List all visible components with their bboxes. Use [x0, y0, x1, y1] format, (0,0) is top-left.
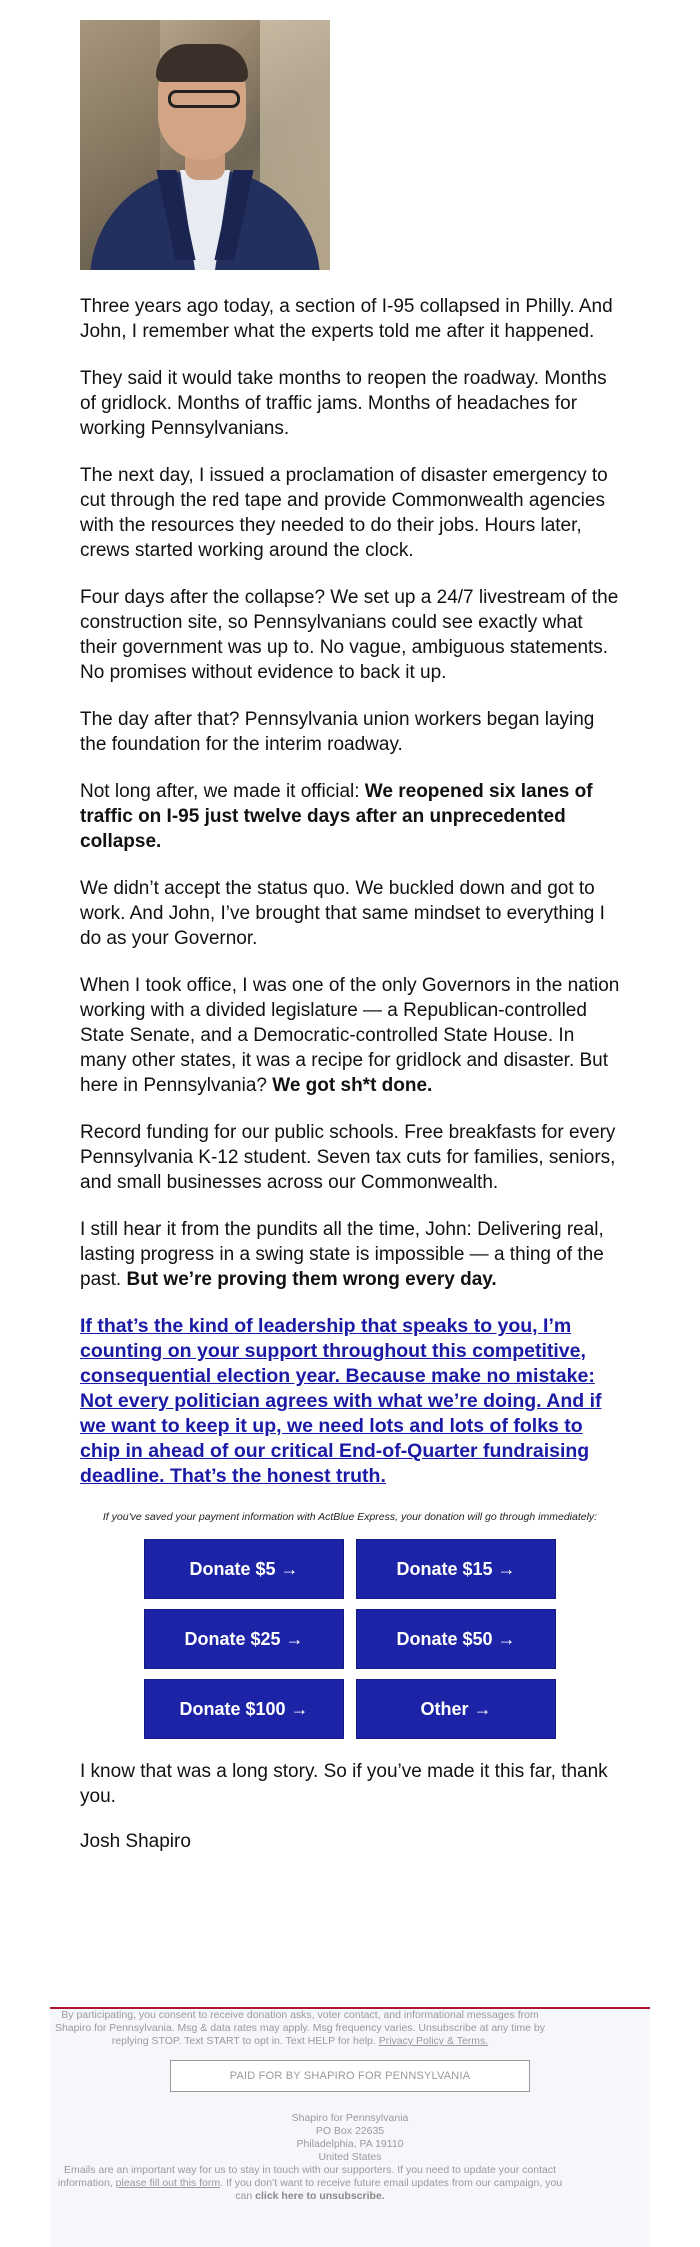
address-line: United States	[318, 2151, 382, 2163]
update-info-form-link[interactable]: please fill out this form	[115, 2177, 221, 2189]
photo-glasses	[168, 90, 240, 108]
address-line: PO Box 22635	[315, 2125, 385, 2137]
paragraph-6-text: Not long after, we made it official:	[80, 781, 365, 802]
footer	[50, 2009, 650, 2247]
unsubscribe-link[interactable]: click here to unsubscribe.	[255, 2190, 385, 2202]
paragraph-8-emphasis: We got sh*t done.	[272, 1075, 433, 1096]
candidate-photo	[80, 20, 330, 270]
donate-100-button[interactable]: Donate $100 →	[144, 1679, 344, 1739]
privacy-policy-link[interactable]: Privacy Policy & Terms.	[378, 2035, 489, 2047]
email-preferences-note	[50, 2164, 570, 2203]
paragraph-4: Four days after the collapse? We set up a 24/7 livestream of the construction site, so Pennsylvanians could see exactly what their government was up to. No vague, ambiguous statements. No promises without evidence to back it up.	[80, 587, 619, 683]
donate-50-button[interactable]: Donate $50 →	[356, 1609, 556, 1669]
emails-text-1: Emails are an important way for us to stay in touch with our supporters. If you need to update your contact information,	[57, 2164, 556, 2189]
paragraph-10	[80, 1217, 620, 1292]
paragraph-5: The day after that? Pennsylvania union workers began laying the foundation for the interim roadway.	[80, 709, 595, 755]
actblue-express-note: If you've saved your payment information with ActBlue Express, your donation will go through immediately:	[102, 1511, 598, 1523]
address-line: Shapiro for Pennsylvania	[291, 2112, 409, 2124]
donation-cta-link[interactable]: If that’s the kind of leadership that speaks to you, I’m counting on your support throughout this competitive, consequential election year. Because make no mistake: Not every politician agrees with what we’re doing. And if we want to keep it up, we need lots and lots of folks to chip in ahead of our critical End-of-Quarter fundraising deadline. That’s the honest truth.	[80, 1315, 602, 1487]
address-line: Philadelphia, PA 19110	[296, 2138, 404, 2150]
mailing-address	[50, 2112, 650, 2164]
paragraph-2: They said it would take months to reopen the roadway. Months of gridlock. Months of traffic jams. Months of headaches for working Pennsylvanians.	[80, 368, 607, 439]
donate-other-button[interactable]: Other →	[356, 1679, 556, 1739]
paid-for-by-box: PAID FOR BY SHAPIRO FOR PENNSYLVANIA	[170, 2060, 530, 2092]
paragraph-3: The next day, I issued a proclamation of disaster emergency to cut through the red tape and provide Commonwealth agencies with the resources they needed to do their jobs. Hours later, crews started working around the clock.	[80, 465, 608, 561]
closing-paragraph: I know that was a long story. So if you’ve made it this far, thank you.	[80, 1761, 608, 1807]
email-body	[80, 20, 620, 1874]
paragraph-1: Three years ago today, a section of I-95 collapsed in Philly. And John, I remember what the experts told me after it happened.	[80, 296, 613, 342]
paragraph-6	[80, 779, 620, 854]
consent-disclaimer	[50, 2009, 550, 2048]
paragraph-9: Record funding for our public schools. Free breakfasts for every Pennsylvania K-12 student. Seven tax cuts for families, seniors, and small businesses across our Commonwealth.	[80, 1122, 616, 1193]
emails-text-2: . If you don’t want to receive future email updates from our campaign, you can	[220, 2177, 563, 2202]
donate-15-button[interactable]: Donate $15 →	[356, 1539, 556, 1599]
paragraph-10-text: I still hear it from the pundits all the time, John: Delivering real, lasting progress in a swing state is impossible — a thing of the past.	[80, 1219, 604, 1290]
paragraph-8-text: When I took office, I was one of the only Governors in the nation working with a divided legislature — a Republican-controlled State Senate, and a Democratic-controlled State House. In many other states, it was a recipe for gridlock and disaster. But here in Pennsylvania?	[80, 975, 620, 1096]
consent-text: By participating, you consent to receive donation asks, voter contact, and informational messages from Shapiro for Pennsylvania. Msg & data rates may apply. Msg frequency varies. Unsubscribe at any time by replying STOP. Text START to opt in. Text HELP for help.	[54, 2009, 546, 2047]
paragraph-10-emphasis: But we’re proving them wrong every day.	[126, 1269, 497, 1290]
photo-hair	[156, 44, 248, 82]
donate-5-button[interactable]: Donate $5 →	[144, 1539, 344, 1599]
paragraph-7: We didn’t accept the status quo. We buckled down and got to work. And John, I’ve brought that same mindset to everything I do as your Governor.	[80, 878, 605, 949]
donate-25-button[interactable]: Donate $25 →	[144, 1609, 344, 1669]
signature: Josh Shapiro	[80, 1831, 191, 1852]
paragraph-8	[80, 973, 620, 1098]
paragraph-6-emphasis: We reopened six lanes of traffic on I-95 just twelve days after an unprecedented collapse.	[80, 781, 593, 852]
donate-button-grid	[80, 1539, 620, 1739]
